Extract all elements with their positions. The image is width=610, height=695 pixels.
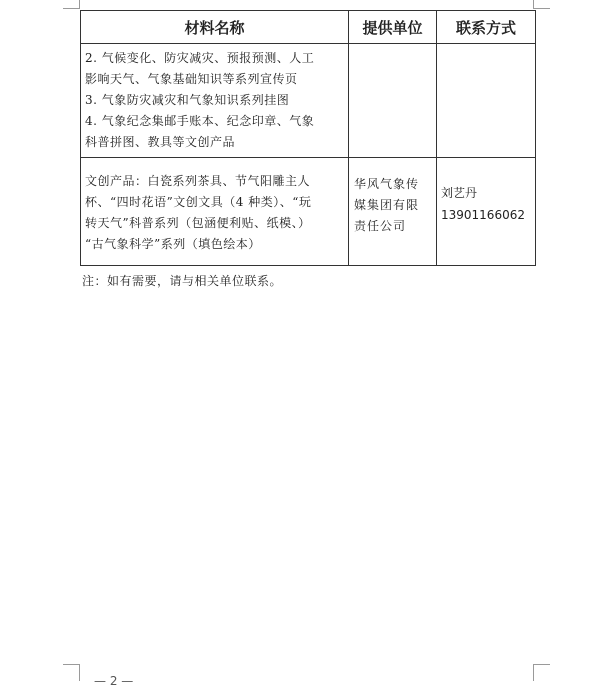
material-line: 杯、“四时花语”文创文具（4 种类）、“玩 xyxy=(85,195,312,209)
crop-mark-bottom-left xyxy=(63,664,80,681)
table-row xyxy=(81,158,536,266)
page-number: — 2 — xyxy=(94,674,134,688)
material-line: 转天气”科普系列（包涵便利贴、纸模、） xyxy=(85,216,311,230)
materials-table xyxy=(80,10,536,266)
material-line: 3. 气象防灾减灾和气象知识系列挂图 xyxy=(85,93,290,107)
material-line: 科普拼图、教具等文创产品 xyxy=(85,135,236,149)
material-cell xyxy=(81,158,349,266)
footnote: 注：如有需要，请与相关单位联系。 xyxy=(82,274,283,288)
provider-line: 媒集团有限 xyxy=(354,198,420,212)
contact-cell xyxy=(437,158,536,266)
provider-line: 华风气象传 xyxy=(354,177,420,191)
crop-mark-top-left xyxy=(63,0,80,9)
header-contact: 联系方式 xyxy=(437,11,536,44)
provider-line: 责任公司 xyxy=(354,219,407,233)
material-line: 2. 气候变化、防灾减灾、预报预测、人工 xyxy=(85,51,315,65)
provider-cell xyxy=(349,44,437,158)
header-material-name: 材料名称 xyxy=(81,11,349,44)
table-row xyxy=(81,44,536,158)
header-provider: 提供单位 xyxy=(349,11,437,44)
material-line: 4. 气象纪念集邮手账本、纪念印章、气象 xyxy=(85,114,315,128)
contact-name: 刘艺丹 xyxy=(441,186,478,200)
contact-phone: 13901166062 xyxy=(441,208,525,222)
crop-mark-bottom-right xyxy=(533,664,550,681)
contact-cell xyxy=(437,44,536,158)
table-header-row xyxy=(81,11,536,44)
provider-cell xyxy=(349,158,437,266)
material-cell xyxy=(81,44,349,158)
material-line: “古气象科学”系列（填色绘本） xyxy=(85,237,261,251)
material-line: 影响天气、气象基础知识等系列宣传页 xyxy=(85,72,298,86)
crop-mark-top-right xyxy=(533,0,550,9)
material-line: 文创产品：白瓷系列茶具、节气阳雕主人 xyxy=(85,174,311,188)
